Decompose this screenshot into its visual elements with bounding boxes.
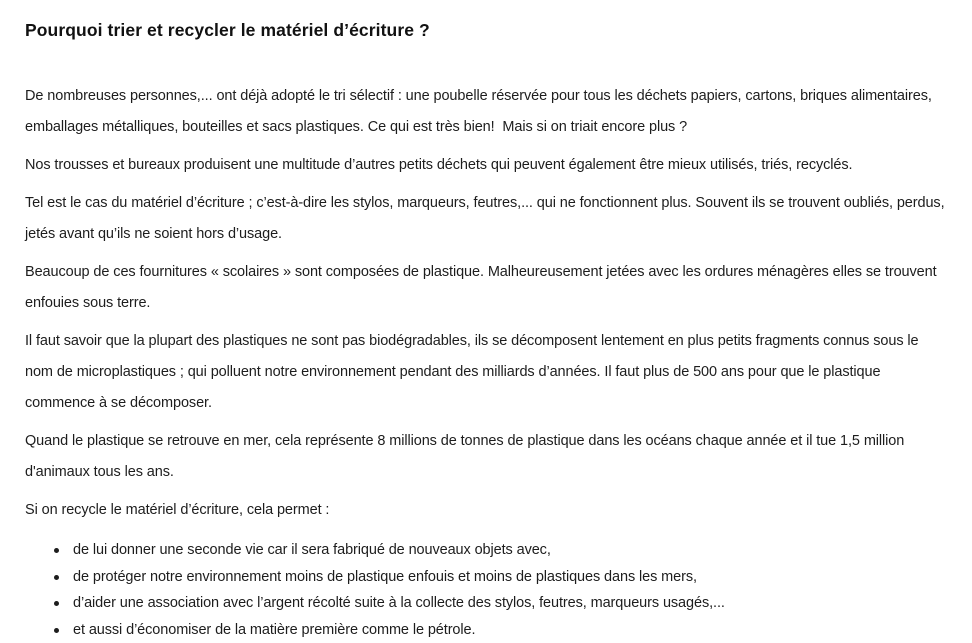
paragraph-trousses-bureaux: Nos trousses et bureaux produisent une multitude d’autres petits déchets qui peuvent également être mieux utilisés, triés, recyclés. — [25, 150, 946, 181]
list-item — [50, 590, 946, 617]
page-title: Pourquoi trier et recycler le matériel d’écriture ? — [25, 20, 946, 41]
paragraph-materiel-ecriture: Tel est le cas du matériel d’écriture ; c’est-à-dire les stylos, marqueurs, feutres,... qui ne fonctionnent plus. Souvent ils se trouvent oubliés, perdus, jetés avant qu’ils ne soient hors d’usage. — [25, 188, 946, 250]
list-item — [50, 537, 946, 564]
paragraph-biodegradables: Il faut savoir que la plupart des plastiques ne sont pas biodégradables, ils se décomposent lentement en plus petits fragments connus sous le nom de microplastiques ; qui polluent notre environnement pendant des milliards d’années. Il faut plus de 500 ans pour que le plastique commence à se décomposer. — [25, 326, 946, 419]
bullet-icon — [54, 548, 59, 553]
paragraph-intro-tri-selectif: De nombreuses personnes,... ont déjà adopté le tri sélectif : une poubelle réservée pour tous les déchets papiers, cartons, briques alimentaires, emballages métalliques, bouteilles et sacs plastiques. Ce qui est très bien! Mais si on triait encore plus ? — [25, 81, 946, 143]
recycle-benefits-list — [50, 537, 946, 643]
list-item-text: de lui donner une seconde vie car il sera fabriqué de nouveaux objets avec, — [73, 537, 551, 564]
bullet-icon — [54, 601, 59, 606]
list-item-text: et aussi d’économiser de la matière première comme le pétrole. — [73, 617, 475, 643]
list-item — [50, 617, 946, 643]
list-item — [50, 564, 946, 591]
list-item-text: de protéger notre environnement moins de plastique enfouis et moins de plastiques dans les mers, — [73, 564, 697, 591]
paragraph-recyclage-permet: Si on recycle le matériel d’écriture, cela permet : — [25, 495, 946, 526]
paragraph-plastique-mer: Quand le plastique se retrouve en mer, cela représente 8 millions de tonnes de plastique dans les océans chaque année et il tue 1,5 million d'animaux tous les ans. — [25, 426, 946, 488]
list-item-text: d’aider une association avec l’argent récolté suite à la collecte des stylos, feutres, marqueurs usagés,... — [73, 590, 725, 617]
bullet-icon — [54, 628, 59, 633]
paragraph-fournitures-scolaires: Beaucoup de ces fournitures « scolaires » sont composées de plastique. Malheureusement jetées avec les ordures ménagères elles se trouvent enfouies sous terre. — [25, 257, 946, 319]
bullet-icon — [54, 575, 59, 580]
